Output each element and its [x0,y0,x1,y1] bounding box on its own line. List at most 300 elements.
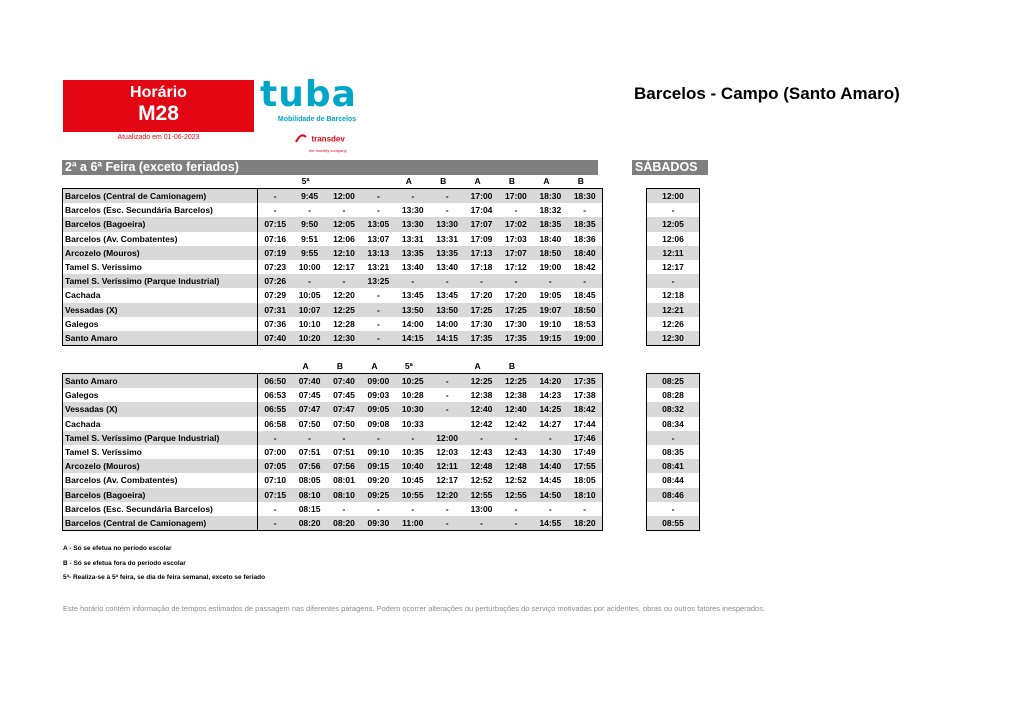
departure-time: - [533,274,567,288]
departure-time: 07:47 [292,402,326,416]
table-row [63,303,603,317]
departure-time: 17:25 [464,303,498,317]
departure-time: - [376,503,380,514]
column-label: 5ª [301,176,310,186]
departure-time: 13:05 [361,217,395,231]
departure-time: 12:17 [333,262,355,273]
departure-time: - [327,274,361,288]
departure-time: 13:30 [401,205,424,216]
departure-time: 12:52 [470,475,493,486]
departure-time: - [396,189,430,204]
departure-time: 12:43 [470,447,493,458]
saturday-time: 08:41 [647,459,700,473]
departure-time: 13:21 [367,262,390,273]
departure-time: - [445,205,449,216]
departure-time: 09:03 [367,390,390,401]
departure-time: 17:18 [470,262,493,273]
saturday-time: 08:28 [662,390,684,401]
table-row [647,502,700,516]
note-a: A - Só se efetua no período escolar [63,545,172,552]
departure-time: 14:20 [533,374,567,389]
column-label: B [508,361,516,371]
departure-time: 18:30 [568,189,603,204]
departure-time: 12:30 [327,331,361,346]
route-code: M28 [138,102,179,125]
saturday-time: 12:18 [662,290,684,301]
departure-time: 12:55 [499,488,533,502]
stop-name: Tamel S. Veríssimo [63,260,258,274]
departure-time: 13:40 [436,262,459,273]
departure-time: 17:35 [464,331,498,346]
saturday-time: 08:55 [647,516,700,531]
table-row [647,189,700,204]
departure-time: 08:10 [327,488,361,502]
stop-name: Barcelos (Av. Combatentes) [63,473,258,487]
departure-time: 07:51 [333,447,355,458]
departure-time: - [258,516,293,531]
table-row [63,246,603,260]
departure-time: 17:07 [499,246,533,260]
table-row [647,445,700,459]
column-label: B [336,361,344,371]
departure-time: 06:55 [258,402,293,416]
departure-time: 07:56 [327,459,361,473]
table-row [63,488,603,502]
saturday-time: 12:06 [662,233,684,244]
departure-time: - [273,205,277,216]
departure-time: 10:07 [292,303,326,317]
table-row [63,288,603,302]
departure-time: 17:03 [505,233,527,244]
departure-time: 13:30 [430,217,464,231]
departure-time: 18:32 [539,205,562,216]
departure-time: 19:07 [533,303,567,317]
departure-time: 09:20 [367,475,390,486]
stop-name: Barcelos (Bagoeira) [63,217,258,231]
departure-time: 18:50 [533,246,567,260]
departure-time: 12:03 [436,447,459,458]
departure-time: 12:05 [327,217,361,231]
departure-time: - [583,205,587,216]
table-row [63,203,603,217]
saturday-time: - [671,205,675,216]
departure-time: 18:35 [568,217,603,231]
table-row [63,331,603,346]
table-row [63,417,603,431]
departure-time: 14:00 [401,318,424,329]
departure-time: 14:40 [533,459,567,473]
table-row [63,189,603,204]
departure-time: - [430,374,464,389]
departure-time: 12:06 [333,233,355,244]
saturday-time: 08:25 [647,374,700,389]
departure-time: 12:38 [470,390,493,401]
departure-time: 10:10 [298,318,321,329]
departure-time: - [430,402,464,416]
departure-time: 10:55 [396,488,430,502]
departure-time: 07:26 [258,274,293,288]
stop-name: Arcozelo (Mouros) [63,246,258,260]
table-row [647,374,700,389]
departure-time: - [514,503,518,514]
column-label: B [440,176,447,186]
departure-time: 13:50 [396,303,430,317]
table-row [63,374,603,389]
table-row [647,317,700,331]
departure-time: 17:00 [464,189,498,204]
departure-time: 17:02 [499,217,533,231]
table-row [63,274,603,288]
departure-time: 17:49 [573,447,596,458]
departure-time: - [376,290,380,301]
departure-time: 18:50 [568,303,603,317]
table-row [647,473,700,487]
departure-time: 17:00 [499,189,533,204]
table-row [63,502,603,516]
saturday-time: 12:26 [662,318,684,329]
departure-time: 17:20 [505,290,527,301]
departure-time: 14:23 [539,390,562,401]
stop-name: Galegos [63,317,258,331]
tuba-logo: tuba [260,74,357,115]
saturday-time: 08:35 [662,447,684,458]
departure-time: - [548,503,552,514]
saturday-time: 12:17 [662,262,684,273]
departure-time: 13:25 [361,274,395,288]
departure-time: 07:10 [264,475,287,486]
outbound-saturday-timetable [646,188,700,346]
departure-time: 09:10 [367,447,390,458]
departure-time: - [327,431,361,445]
departure-time: - [342,503,346,514]
departure-time: 18:45 [573,290,596,301]
table-row [63,431,603,445]
table-row [647,203,700,217]
departure-time: 12:42 [470,418,493,429]
stop-name: Galegos [63,388,258,402]
departure-time: - [258,431,293,445]
departure-time: 10:28 [401,390,424,401]
departure-time: 18:40 [539,233,562,244]
departure-time: 11:00 [396,516,430,531]
departure-time: 10:33 [401,418,424,429]
table-row [63,388,603,402]
saturday-time: 12:11 [647,246,700,260]
table-row [647,303,700,317]
transdev-logo [295,130,347,153]
departure-time: 9:50 [292,217,326,231]
saturday-time: - [671,503,675,514]
departure-time: - [411,503,415,514]
column-label: A [405,176,412,186]
stop-name: Barcelos (Bagoeira) [63,488,258,502]
departure-time: 13:13 [361,246,395,260]
table-row [63,445,603,459]
table-row [647,331,700,346]
departure-time: 07:15 [258,217,293,231]
departure-time: 09:05 [361,402,395,416]
saturday-time: 12:30 [647,331,700,346]
departure-time: - [533,431,567,445]
departure-time: 13:35 [396,246,430,260]
stop-name: Cachada [63,288,258,302]
departure-time: 18:53 [573,318,596,329]
departure-time: 17:35 [568,374,603,389]
saturday-section-header: SÁBADOS [632,160,708,175]
departure-time: 14:25 [533,402,567,416]
departure-time: - [396,274,430,288]
departure-time: 12:40 [499,402,533,416]
table-row [647,459,700,473]
departure-time: 17:30 [470,318,493,329]
departure-time: 12:25 [327,303,361,317]
departure-time: 18:30 [533,189,567,204]
departure-time: - [499,431,533,445]
departure-time: - [430,189,464,204]
logo-subtitle: Mobilidade de Barcelos [277,116,357,123]
departure-time: 18:42 [573,262,596,273]
column-label: A [302,361,309,371]
departure-time: 14:45 [539,475,562,486]
stop-name: Cachada [63,417,258,431]
departure-time: 07:40 [327,374,361,389]
departure-time: - [445,390,449,401]
departure-time: 07:23 [264,262,287,273]
table-row [63,232,603,246]
departure-time: - [292,274,326,288]
table-row [647,516,700,531]
departure-time: - [499,516,533,531]
departure-time: 07:45 [333,390,355,401]
departure-time: 18:40 [568,246,603,260]
departure-time: - [361,331,395,346]
departure-time: 07:50 [298,418,321,429]
departure-time: - [464,516,498,531]
inbound-saturday-timetable [646,373,700,531]
departure-time: 07:47 [327,402,361,416]
departure-time: 07:00 [264,447,287,458]
departure-time: 14:50 [533,488,567,502]
table-row [647,232,700,246]
departure-time: - [430,516,464,531]
stop-name: Barcelos (Central de Camionagem) [63,516,258,531]
departure-time: 07:31 [258,303,293,317]
column-label: A [474,176,481,186]
departure-time: 17:13 [464,246,498,260]
departure-time: 19:00 [539,262,562,273]
departure-time: - [308,205,311,216]
departure-time: 17:04 [470,205,493,216]
departure-time: 12:11 [430,459,464,473]
table-row [647,260,700,274]
note-b: B - Só se efetua fora do período escolar [63,560,186,567]
saturday-time: 08:46 [647,488,700,502]
operator-tagline: the mobility company [309,148,347,153]
departure-time: - [361,431,395,445]
departure-time: 12:25 [464,374,498,389]
departure-time: 07:56 [292,459,326,473]
departure-time: 07:51 [298,447,321,458]
column-label: 5ª [404,361,413,371]
departure-time: - [464,274,498,288]
departure-time: 09:00 [361,374,395,389]
departure-time: 12:10 [327,246,361,260]
departure-time: 19:05 [539,290,562,301]
departure-time: 18:35 [533,217,567,231]
departure-time: 18:05 [573,475,596,486]
departure-time: 10:00 [298,262,321,273]
departure-time: 12:20 [430,488,464,502]
departure-time: 08:05 [298,475,321,486]
departure-time: 17:25 [499,303,533,317]
departure-time: 07:40 [292,374,326,389]
departure-time: 14:15 [430,331,464,346]
departure-time: 14:00 [436,318,459,329]
departure-time: 18:42 [568,402,603,416]
departure-time: - [464,431,498,445]
saturday-time: 12:05 [647,217,700,231]
table-row [63,473,603,487]
departure-time: - [445,503,449,514]
table-row [647,246,700,260]
departure-time: 10:40 [396,459,430,473]
saturday-time: 12:00 [647,189,700,204]
departure-time: 12:42 [505,418,527,429]
departure-time: 13:31 [436,233,459,244]
departure-time: - [258,189,293,204]
table-row [647,417,700,431]
departure-time: 10:45 [401,475,424,486]
departure-time: 07:36 [264,318,287,329]
table-row [647,288,700,302]
departure-time: 10:35 [401,447,424,458]
note-5a: 5ª- Realiza-se à 5ª feira, se dia de feira semanal, exceto se feriado [63,574,266,581]
column-label: B [577,176,584,186]
departure-time: - [583,503,587,514]
outbound-timetable [62,188,603,346]
departure-time: - [514,205,518,216]
weekday-section-header: 2ª a 6ª Feira (exceto feriados) [62,160,598,175]
stop-name: Barcelos (Av. Combatentes) [63,232,258,246]
stop-name: Santo Amaro [63,374,258,389]
departure-time: 10:25 [396,374,430,389]
operator-name: transdev [311,134,345,144]
departure-time: 13:35 [430,246,464,260]
departure-time: 13:00 [470,503,493,514]
departure-time: 12:25 [499,374,533,389]
departure-time: 10:20 [292,331,326,346]
departure-time: 08:20 [292,516,326,531]
stop-name: Barcelos (Esc. Secundária Barcelos) [63,203,258,217]
departure-time: 13:45 [401,290,424,301]
departure-time: 12:38 [505,390,527,401]
departure-time: - [342,205,346,216]
departure-time: 07:50 [333,418,355,429]
departure-time: 08:15 [298,503,321,514]
disclaimer: Este horário contém informação de tempos estimados de passagem nas diferentes paragens. Podem ocorrer alterações ou perturbações do serviço motivadas por acidentes, obras ou outros fatores inesperados. [63,604,766,613]
column-label: A [543,176,550,186]
stop-name: Tamel S. Veríssimo (Parque Industrial) [63,274,258,288]
table-row [63,217,603,231]
table-row [647,402,700,416]
departure-time: 07:19 [258,246,293,260]
departure-time: 12:48 [464,459,498,473]
table-row [647,217,700,231]
departure-time: 13:30 [396,217,430,231]
departure-time: 07:40 [258,331,293,346]
transdev-icon [295,134,307,144]
saturday-time: - [647,274,700,288]
table-row [63,516,603,531]
departure-time: - [273,503,277,514]
departure-time: 18:10 [568,488,603,502]
saturday-time: 12:21 [647,303,700,317]
inbound-timetable [62,373,603,531]
departure-time: 13:31 [401,233,424,244]
departure-time: 9:51 [301,233,319,244]
departure-time: 06:58 [264,418,287,429]
table-row [63,459,603,473]
departure-time: 09:25 [361,488,395,502]
departure-time: 17:20 [470,290,493,301]
departure-time: 12:55 [464,488,498,502]
departure-time: 12:20 [333,290,355,301]
table-row [647,388,700,402]
departure-time: 09:08 [367,418,390,429]
saturday-time: 08:44 [662,475,684,486]
stop-name: Vessadas (X) [63,303,258,317]
updated-date: Atualizado em 01-06-2023 [117,134,200,141]
departure-time: - [361,189,395,204]
departure-time: 14:15 [396,331,430,346]
departure-time: 13:40 [401,262,424,273]
departure-time: 17:30 [505,318,527,329]
departure-time: 13:07 [367,233,390,244]
table-row [63,317,603,331]
departure-time: 07:29 [264,290,287,301]
departure-time: - [396,431,430,445]
departure-time: - [361,303,395,317]
departure-time: 19:10 [539,318,562,329]
departure-time: 17:55 [568,459,603,473]
departure-time: 17:07 [464,217,498,231]
route-badge [63,80,254,132]
departure-time: 12:00 [327,189,361,204]
departure-time: 14:30 [539,447,562,458]
departure-time: 07:16 [264,233,287,244]
departure-time: 12:28 [333,318,355,329]
departure-time: 17:44 [573,418,596,429]
departure-time: 17:38 [573,390,596,401]
table-row [647,488,700,502]
stop-name: Barcelos (Esc. Secundária Barcelos) [63,502,258,516]
departure-time: 07:15 [258,488,293,502]
saturday-time: - [647,431,700,445]
departure-time: 07:45 [298,390,321,401]
table-row [647,431,700,445]
stop-name: Barcelos (Central de Camionagem) [63,189,258,204]
column-label: B [508,176,516,186]
departure-time: 10:05 [298,290,321,301]
departure-time: 9:45 [292,189,326,204]
departure-time: 06:53 [264,390,287,401]
departure-time: 17:35 [499,331,533,346]
route-title: Barcelos - Campo (Santo Amaro) [634,84,900,103]
departure-time: 12:40 [464,402,498,416]
departure-time: 13:50 [430,303,464,317]
departure-time: 19:15 [533,331,567,346]
table-row [63,402,603,416]
